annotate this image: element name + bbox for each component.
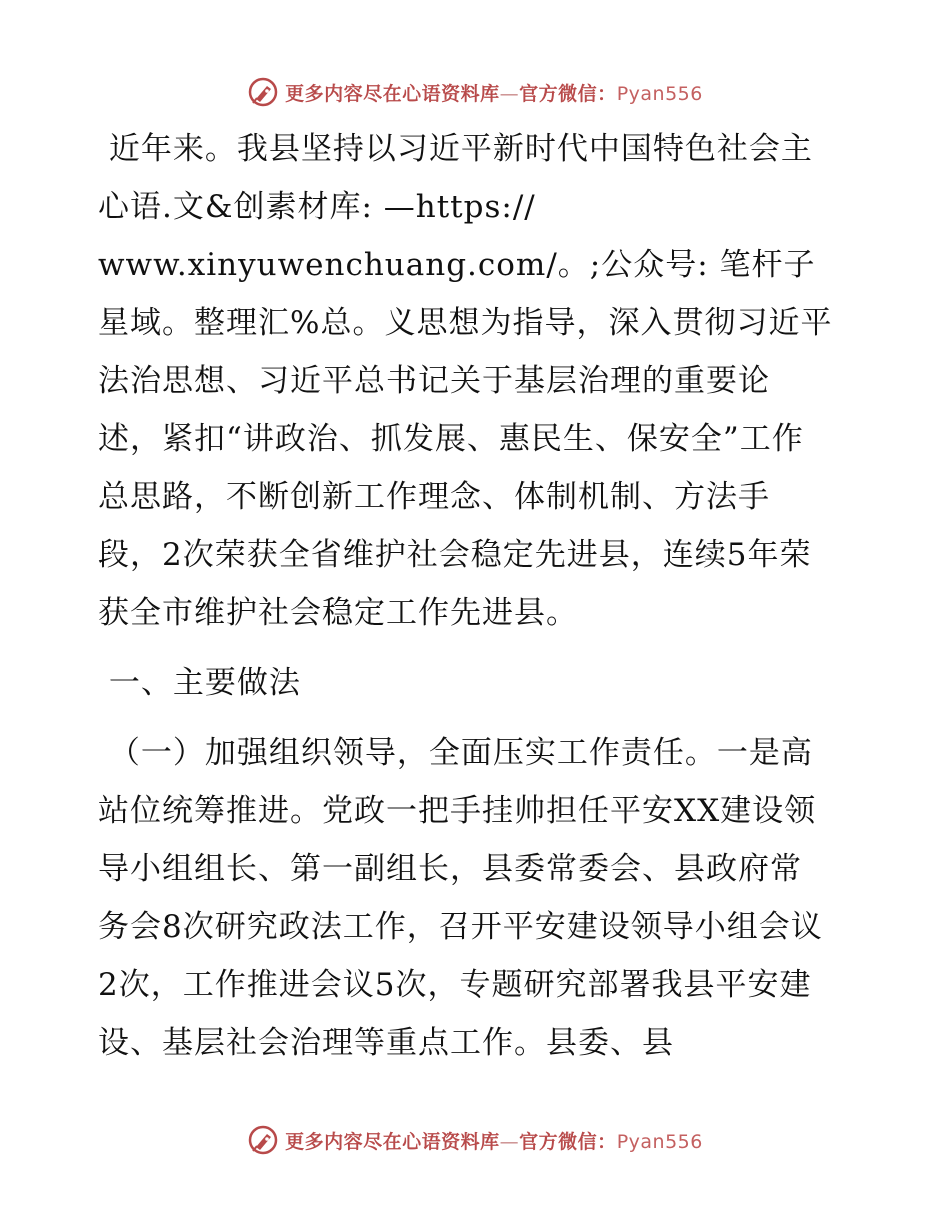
banner-wechat-handle: Pyan556 bbox=[616, 1130, 703, 1153]
section-heading: 一、主要做法 bbox=[98, 665, 301, 701]
banner-text bbox=[285, 79, 703, 106]
banner-separator: — bbox=[499, 1130, 520, 1153]
pen-nib-circle-icon bbox=[247, 76, 279, 108]
footer-banner bbox=[0, 1120, 950, 1160]
banner-wechat-label: 官方微信： bbox=[519, 82, 617, 105]
banner-brand-text: 更多内容尽在心语资料库 bbox=[285, 82, 500, 105]
body-paragraph-1: 近年来。我县坚持以习近平新时代中国特色社会主心语.文&创素材库: —https:// www.xinyuwenchuang.com/。;公众号: 笔杆子星域。整理汇%总。义思想为指导，深入贯彻习近平法治思想、习近平总书记关于基层治理的重要论述，紧扣“讲政治、抓发展、惠民生、保安全”工作总思路，不断创新工作理念、体制机制、方法手段，2次荣获全省维护社会稳定先进县，连续5年荣获全市维护社会稳定工作先进县。 bbox=[98, 131, 833, 631]
banner-brand-text: 更多内容尽在心语资料库 bbox=[285, 1130, 500, 1153]
banner-separator: — bbox=[499, 82, 520, 105]
body-paragraph-2: （一）加强组织领导，全面压实工作责任。一是高站位统筹推进。党政一把手挂帅担任平安XX建设领导小组组长、第一副组长，县委常委会、县政府常务会8次研究政法工作，召开平安建设领导小组会议2次，工作推进会议5次，专题研究部署我县平安建设、基层社会治理等重点工作。县委、县 bbox=[98, 735, 823, 1061]
document-body bbox=[98, 120, 833, 1084]
banner-text bbox=[285, 1127, 703, 1154]
banner-wechat-handle: Pyan556 bbox=[616, 82, 703, 105]
banner-wechat-label: 官方微信： bbox=[519, 1130, 617, 1153]
header-banner bbox=[0, 72, 950, 112]
pen-nib-circle-icon bbox=[247, 1124, 279, 1156]
